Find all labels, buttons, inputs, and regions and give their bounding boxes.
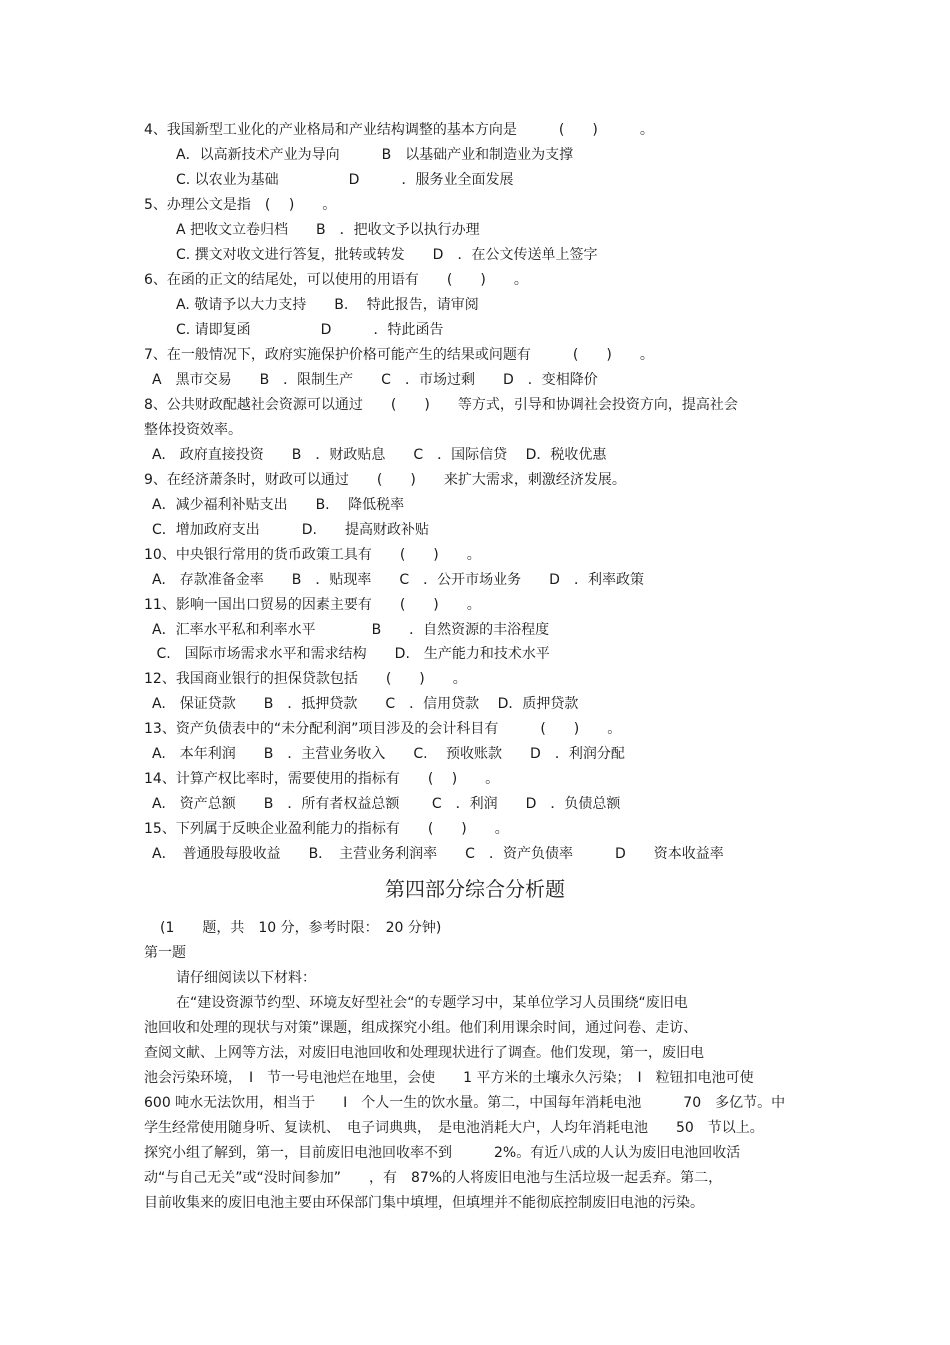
question-13-stem: 13、资产负债表中的“未分配利润”项目涉及的会计科目有 ( ) 。 <box>144 721 622 737</box>
passage-line: 目前收集来的废旧电池主要由环保部门集中填埋，但填埋并不能彻底控制废旧电池的污染。 <box>144 1195 704 1211</box>
question-14-options-line-1: A. 资产总额 B ．所有者权益总额 C ．利润 D ．负债总额 <box>152 796 621 812</box>
passage-line: 动“与自己无关”或“没时间参加” ，有 87%的人将废旧电池与生活垃圾一起丢弃。第二， <box>144 1170 723 1186</box>
passage-line: 探究小组了解到，第一，目前废旧电池回收率不到 2%。有近八成的人认为废旧电池回收活 <box>144 1145 741 1161</box>
question-4-stem: 4、我国新型工业化的产业格局和产业结构调整的基本方向是 ( ) 。 <box>144 122 654 138</box>
question-7-options-line-1: A 黑市交易 B ．限制生产 C ．市场过剩 D ．变相降价 <box>152 372 598 388</box>
question-6-stem: 6、在函的正文的结尾处，可以使用的用语有 ( ) 。 <box>144 272 528 288</box>
question-12-stem: 12、我国商业银行的担保贷款包括 ( ) 。 <box>144 671 467 687</box>
question-11-stem: 11、影响一国出口贸易的因素主要有 ( ) 。 <box>144 597 481 613</box>
question-10-options-line-1: A. 存款准备金率 B ．贴现率 C ．公开市场业务 D ．利率政策 <box>152 572 644 588</box>
question-7-stem: 7、在一般情况下，政府实施保护价格可能产生的结果或问题有 ( ) 。 <box>144 347 654 363</box>
question-14-stem: 14、计算产权比率时，需要使用的指标有 ( ) 。 <box>144 771 500 787</box>
passage-line: 池回收和处理的现状与对策”课题，组成探究小组。他们利用课余时间，通过问卷、走访、 <box>144 1020 698 1036</box>
question-9-options-line-1: A．减少福利补贴支出 B. 降低税率 <box>152 497 405 513</box>
section-note: (1 题，共 10 分，参考时限： 20 分钟) <box>160 920 442 936</box>
question-12-options-line-1: A. 保证贷款 B ．抵押贷款 C ．信用贷款 D．质押贷款 <box>152 696 579 712</box>
question-4-options-line-2: C. 以农业为基础 D ．服务业全面发展 <box>176 172 514 188</box>
question-13-options-line-1: A. 本年利润 B ．主营业务收入 C. 预收账款 D ．利润分配 <box>152 746 625 762</box>
question-5-options-line-2: C. 撰文对收文进行答复，批转或转发 D ．在公文传送单上签字 <box>176 247 598 263</box>
passage-intro: 请仔细阅读以下材料： <box>176 970 316 986</box>
question-11-options-line-2: C. 国际市场需求水平和需求结构 D. 生产能力和技术水平 <box>152 646 550 662</box>
section-title: 第四部分综合分析题 <box>385 877 565 901</box>
question-6-options-line-2: C. 请即复函 D ．特此函告 <box>176 322 444 338</box>
question-11-options-line-1: A．汇率水平私和利率水平 B ．自然资源的丰浴程度 <box>152 622 550 638</box>
passage-line: 在“建设资源节约型、环境友好型社会“的专题学习中，某单位学习人员围绕“废旧电 <box>176 995 688 1011</box>
problem-label: 第一题 <box>144 945 186 961</box>
question-10-stem: 10、中央银行常用的货币政策工具有 ( ) 。 <box>144 547 481 563</box>
question-9-stem: 9、在经济萧条时，财政可以通过 ( ) 来扩大需求，刺激经济发展。 <box>144 472 626 488</box>
question-8-stem-continued: 整体投资效率。 <box>144 422 242 438</box>
passage-line: 600 吨水无法饮用，相当于 I 个人一生的饮水量。第二，中国每年消耗电池 70 多亿节。中 <box>144 1095 786 1111</box>
question-9-options-line-2: C．增加政府支出 D. 提高财政补贴 <box>152 522 430 538</box>
question-6-options-line-1: A. 敬请予以大力支持 B. 特此报告，请审阅 <box>176 297 479 313</box>
passage-line: 池会污染环境， I 节一号电池烂在地里，会使 1 平方米的土壤永久污染； I 粒钮扣电池可使 <box>144 1070 754 1086</box>
question-5-stem: 5、办理公文是指 ( ) 。 <box>144 197 337 213</box>
passage-line: 学生经常使用随身听、复读机、 电子词典典， 是电池消耗大户，人均年消耗电池 50 节以上。 <box>144 1120 764 1136</box>
question-4-options-line-1: A．以高新技术产业为导向 B 以基础产业和制造业为支撑 <box>176 147 574 163</box>
question-15-options-line-1: A． 普通股每股收益 B． 主营业务利润率 C ．资产负债率 D 资本收益率 <box>152 846 724 862</box>
question-8-options-line-1: A. 政府直接投资 B ．财政贴息 C ．国际信贷 D．税收优惠 <box>152 447 607 463</box>
question-5-options-line-1: A 把收文立卷归档 B ．把收文予以执行办理 <box>176 222 480 238</box>
passage-line: 查阅文献、上网等方法，对废旧电池回收和处理现状进行了调查。他们发现，第一，废旧电 <box>144 1045 704 1061</box>
question-15-stem: 15、下列属于反映企业盈利能力的指标有 ( ) 。 <box>144 821 509 837</box>
question-8-stem: 8、公共财政配越社会资源可以通过 ( ) 等方式，引导和协调社会投资方向，提高社会 <box>144 397 738 413</box>
